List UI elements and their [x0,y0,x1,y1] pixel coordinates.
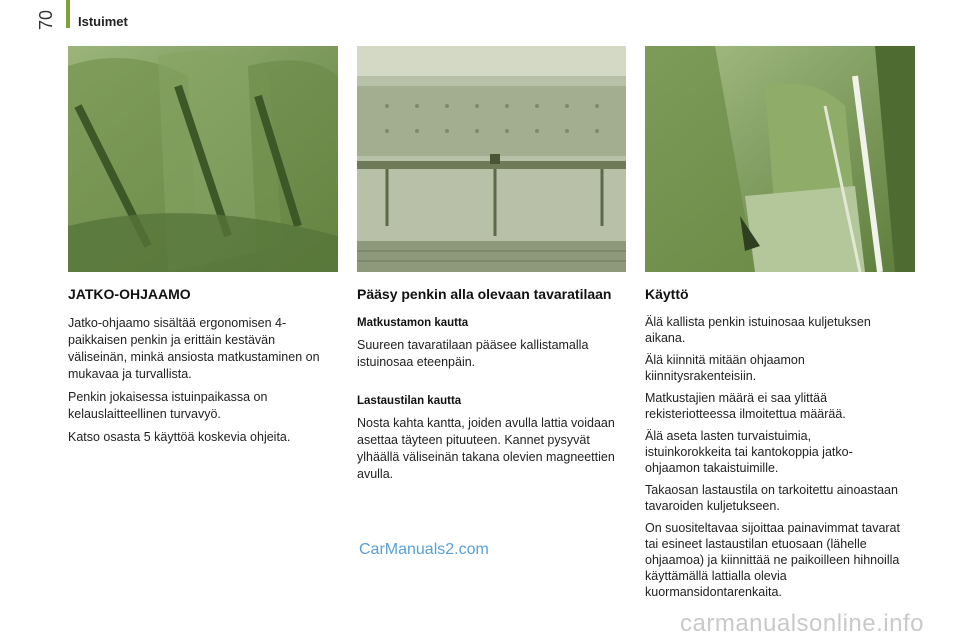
paragraph: Matkustajien määrä ei saa ylittää rekisteriotteessa ilmoitettua määrää. [645,391,846,421]
paragraph: Jatko-ohjaamo sisältää ergonomisen 4-paikkaisen penkin ja erittäin kestävän väliseinän, minkä ansiosta matkustaminen on mukavaa ja turvallista. [68,316,320,381]
heading-jatko-ohjaamo: JATKO-OHJAAMO [68,286,191,302]
paragraph: Katso osasta 5 käyttöä koskevia ohjeita. [68,430,291,444]
paragraph: On suositeltavaa sijoittaa painavimmat tavarat tai esineet lastaustilan etuosaan (lähelle ohjaamoa) ja kiinnittää ne paikoilleen hihnoilla käyttämällä lattialla olevia kuormansidontarenkaita. [645,521,900,599]
column-kaytto [645,286,900,606]
watermark-carmanualsonline: carmanualsonline.info [680,610,924,637]
paragraph: Suureen tavaratilaan pääsee kallistamalla istuinosaa eteenpäin. [357,338,589,369]
paragraph: Älä aseta lasten turvaistuimia, istuinkorokkeita tai kantokoppia jatko-ohjaamon takaistuimille. [645,429,853,475]
watermark-carmanuals2[interactable]: CarManuals2.com [359,541,489,558]
column-paasy-tavaratilaan [357,286,622,489]
seats-illustration [68,46,338,272]
paragraph: Penkin jokaisessa istuinpaikassa on kelauslaitteellinen turvavyö. [68,390,268,421]
section-title: Istuimet [78,14,128,29]
paragraph: Nosta kahta kantta, joiden avulla lattia voidaan asettaa täyteen pituuteen. Kannet pysyvät ylhäällä väliseinän takana olevien magneettien avulla. [357,416,615,481]
rear-seat-illustration [645,46,915,272]
paragraph: Älä kallista penkin istuinosaa kuljetuksen aikana. [645,315,871,345]
heading-kaytto: Käyttö [645,286,689,302]
storage-illustration [357,46,626,272]
heading-paasy-tavaratilaan: Pääsy penkin alla olevaan tavaratilaan [357,286,612,302]
paragraph: Takaosan lastaustila on tarkoitettu ainoastaan tavaroiden kuljetukseen. [645,483,898,513]
section-color-bar [66,0,70,28]
subheading-matkustamon-kautta: Matkustamon kautta [357,317,469,329]
column-jatko-ohjaamo [68,286,333,452]
page-number: 70 [36,9,56,30]
paragraph: Älä kiinnitä mitään ohjaamon kiinnitysrakenteisiin. [645,353,805,383]
subheading-lastaustilan-kautta: Lastaustilan kautta [357,395,462,407]
